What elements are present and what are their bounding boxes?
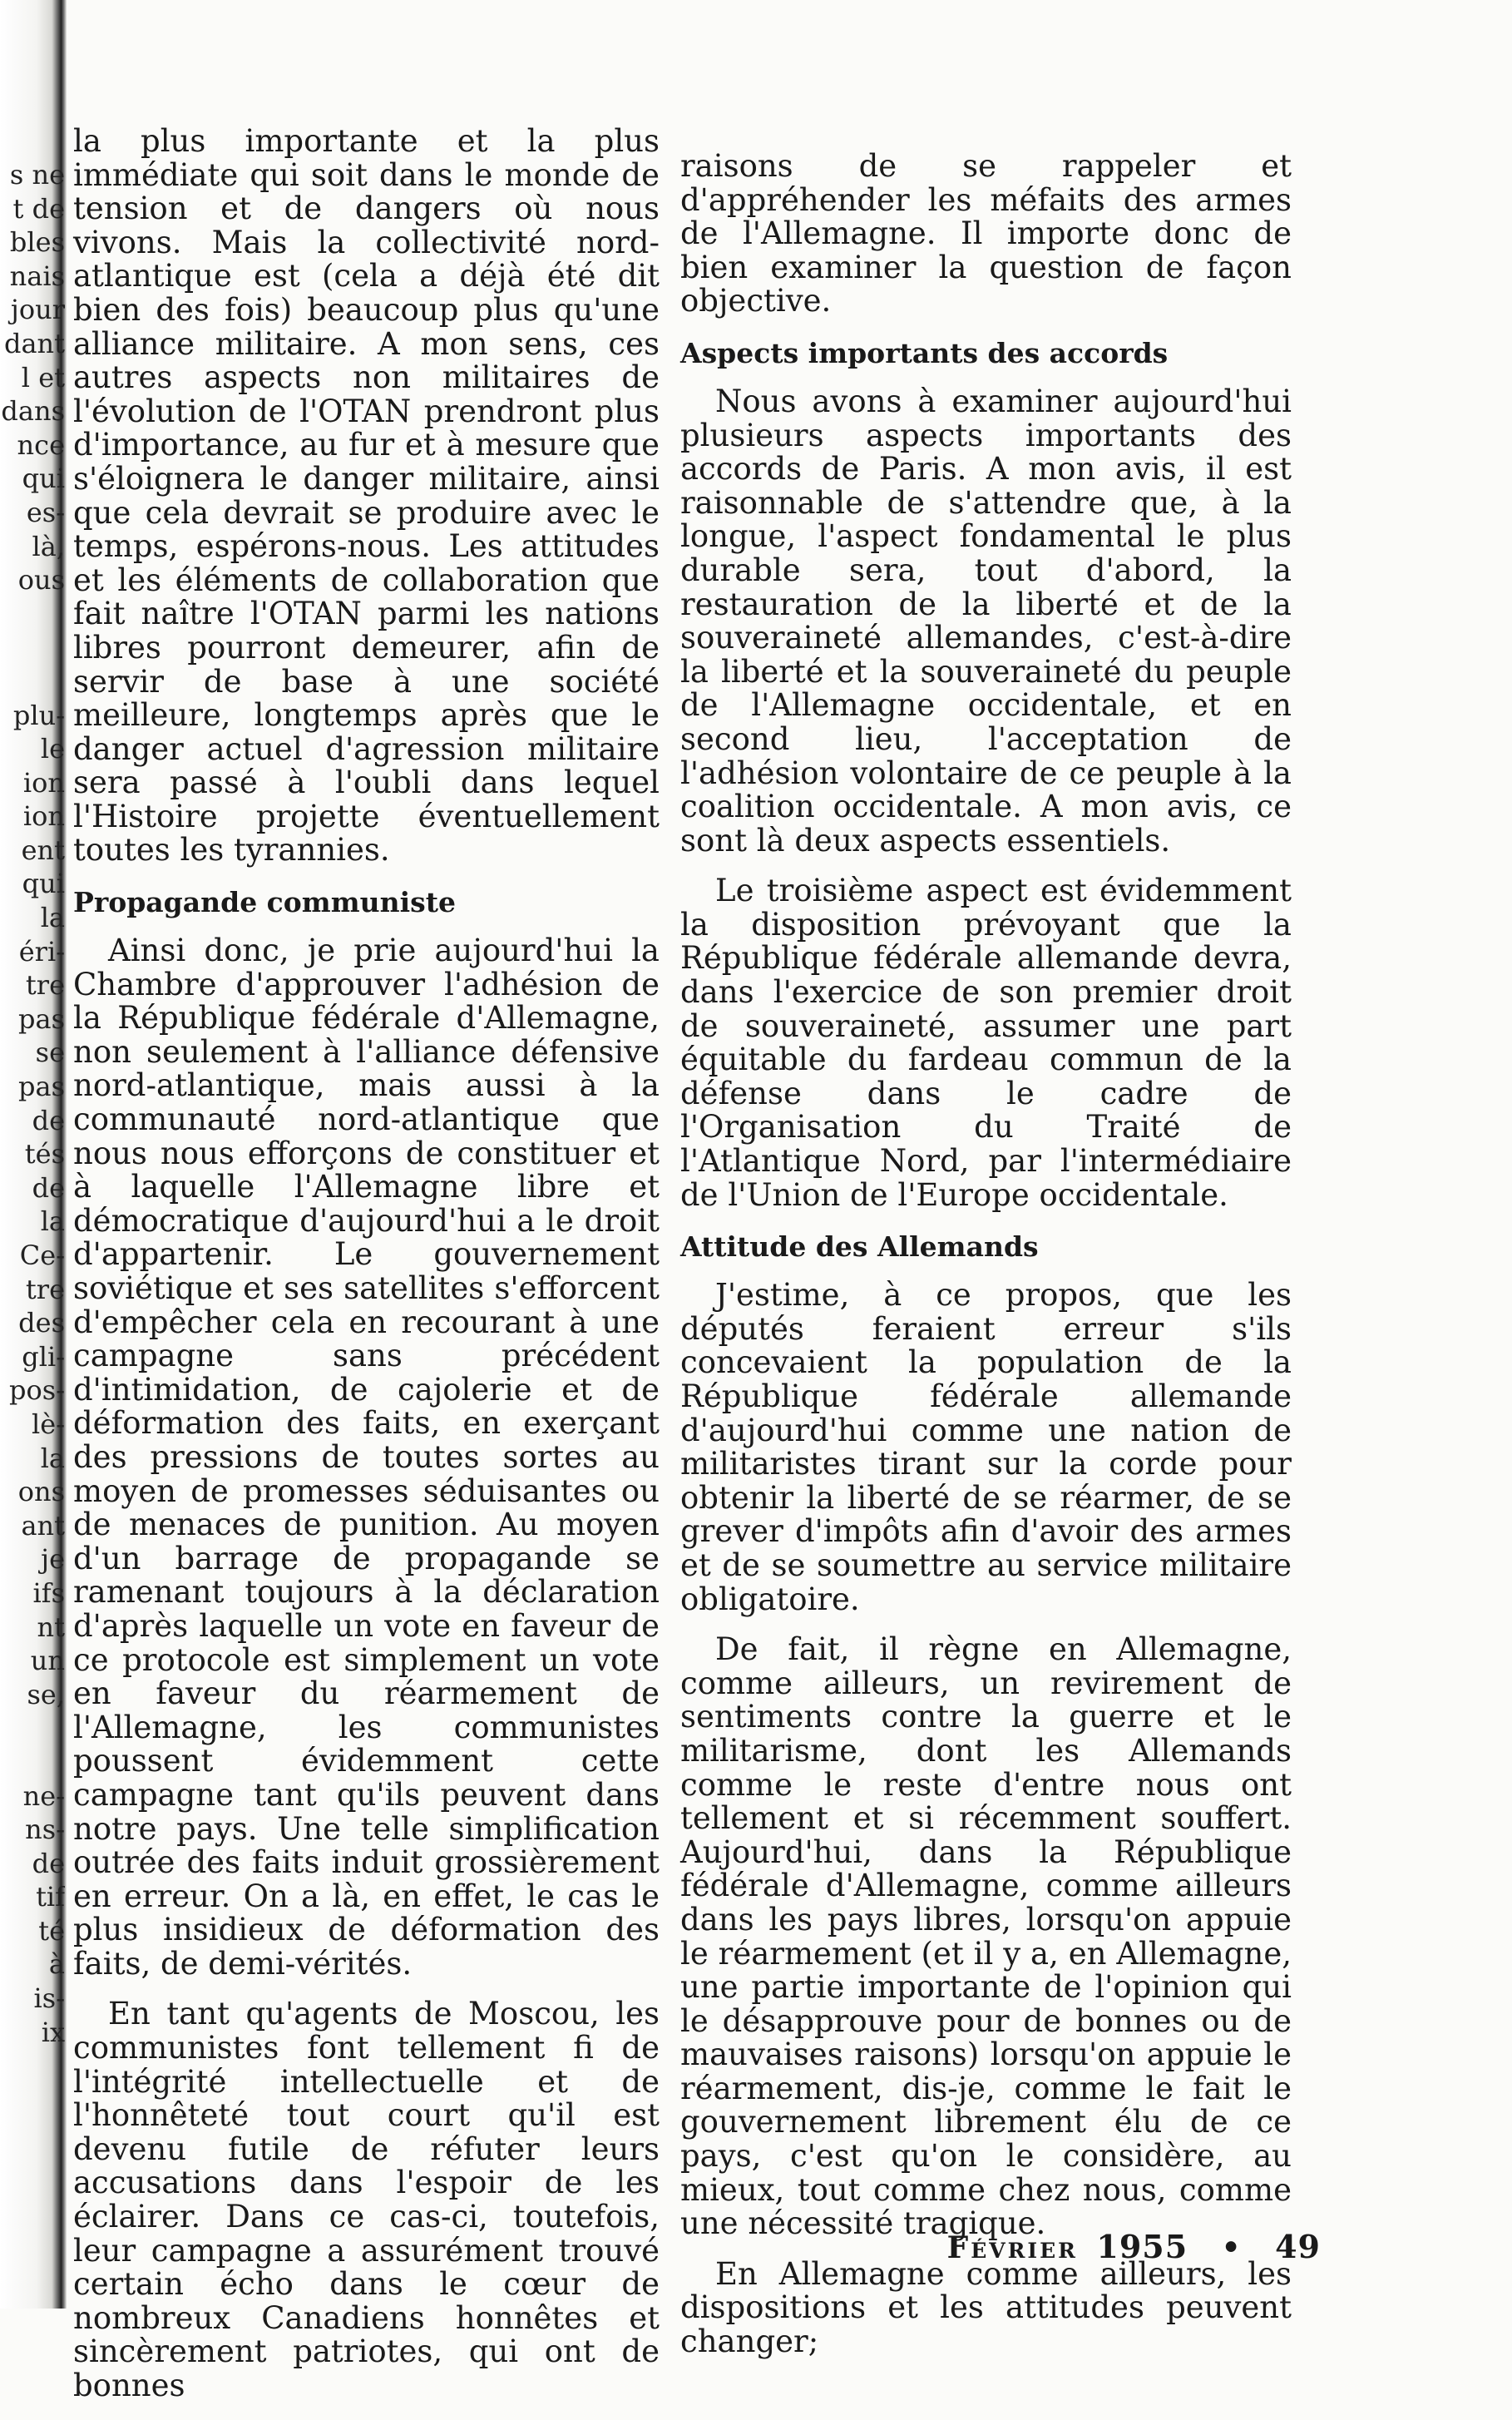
paragraph: la plus importante et la plus immédiate qui soit dans le monde de tension et de dangers où nous vivons. Mais la collectivité nord-atlantique est (cela a déjà été dit bien des fois) beaucoup plus qu'une alliance militaire. A mon sens, ces autres aspects non militaires de l'évolution de l'OTAN prendront plus d'importance, au fur et à mesure que s'éloignera le danger militaire, ainsi que cela devrait se produire avec le temps, espérons-nous. Les attitudes et les éléments de collaboration que fait naître l'OTAN parmi les nations libres pourront demeurer, afin de servir de base à une société meilleure, longtemps après que le danger actuel d'agression militaire sera passé à l'oubli dans lequel l'Histoire projette éventuellement toutes les tyrannies. (73, 123, 660, 869)
page-number: 49 (1275, 2228, 1321, 2265)
paragraph: En tant qu'agents de Moscou, les communistes font tellement fi de l'intégrité intellectuelle et de l'honnêteté tout court qu'il est devenu futile de réfuter leurs accusations dans l'espoir de les éclairer. Dans ce cas-ci, toutefois, leur campagne a assurément trouvé certain écho dans le cœur de nombreux Canadiens honnêtes et sincèrement patriotes, qui ont de bonnes (73, 1996, 660, 2403)
paragraph: J'estime, à ce propos, que les députés feraient erreur s'ils concevaient la population de la République fédérale allemande d'aujourd'hui comme une nation de militaristes tirant sur la corde pour obtenir la liberté de se réarmer, de se grever d'impôts afin d'avoir des armes et de se soumettre au service militaire obligatoire. (680, 1277, 1292, 1617)
left-column (73, 125, 660, 2420)
paragraph: De fait, il règne en Allemagne, comme ailleurs, un revirement de sentiments contre la guerre et le militarisme, dont les Allemands comme le reste d'entre nous ont tellement et si récemment souffert. Aujourd'hui, dans la République fédérale d'Allemagne, comme ailleurs dans les pays libres, lorsqu'on appuie le réarmement (et il y a, en Allemagne, une partie importante de l'opinion qui le désapprouve pour de bonnes ou de mauvaises raisons) lorsqu'on appuie le réarmement, dis-je, comme le fait le gouvernement librement élu de ce pays, c'est qu'on le considère, au mieux, tout comme chez nous, comme une nécessité tragique. (680, 1631, 1292, 2242)
page-footer (947, 2228, 1321, 2265)
paragraph: Nous avons à examiner aujourd'hui plusieurs aspects importants des accords de Paris. A mon avis, il est raisonnable de s'attendre que, à la longue, l'aspect fondamental le plus durable sera, tout d'abord, la restauration de la liberté et de la souveraineté allemandes, c'est-à-dire la liberté et la souveraineté du peuple de l'Allemagne occidentale, et en second lieu, l'acceptation de l'adhésion volontaire de ce peuple à la coalition occidentale. A mon avis, ce sont là deux aspects essentiels. (680, 383, 1292, 859)
footer-separator: • (1221, 2230, 1242, 2265)
paragraph: raisons de se rappeler et d'appréhender les méfaits des armes de l'Allemagne. Il importe donc de bien examiner la question de façon objective. (680, 148, 1292, 319)
adjacent-page-bleed-text: s ne t de bles nais jour dant l et dans nce qui es- là, ous plu- le ion ion ent qui la éri- tre pas se pas de tés de la Ce- tre des gli- pos- lè- la ons ant je ifs nt un se, ne- ns- de tif té à is- ix (1, 159, 65, 2048)
footer-month: Février (946, 2230, 1078, 2265)
right-column (680, 150, 1292, 2376)
section-heading: Propagande communiste (73, 886, 456, 919)
section-heading: Aspects importants des accords (680, 336, 1169, 369)
footer-year: 1955 (1096, 2228, 1188, 2265)
paragraph: En Allemagne comme ailleurs, les dispositions et les attitudes peuvent changer; (680, 2255, 1292, 2360)
paragraph: Ainsi donc, je prie aujourd'hui la Chambre d'approuver l'adhésion de la République fédérale d'Allemagne, non seulement à l'alliance défensive nord-atlantique, mais aussi à la communauté nord-atlantique que nous nous efforçons de constituer et à laquelle l'Allemagne libre et démocratique d'aujourd'hui a le droit d'appartenir. Le gouvernement soviétique et ses satellites s'efforcent d'empêcher cela en recourant à une campagne sans précédent d'intimidation, de cajolerie et de déformation des faits, en exerçant des pressions de toutes sortes au moyen de promesses séduisantes ou de menaces de punition. Au moyen d'un barrage de propagande se ramenant toujours à la déclaration d'après laquelle un vote en faveur de ce protocole est simplement un vote en faveur du réarmement de l'Allemagne, les communistes poussent évidemment cette campagne tant qu'ils peuvent dans notre pays. Une telle simplification outrée des faits induit grossièrement en erreur. On a là, en effet, le cas le plus insidieux de déformation des faits, de demi-vérités. (73, 933, 660, 1982)
section-heading: Attitude des Allemands (680, 1230, 1039, 1264)
paragraph: Le troisième aspect est évidemment la disposition prévoyant que la République fédérale allemande devra, dans l'exercice de son premier droit de souveraineté, assumer une part équitable du fardeau commun de la défense dans le cadre de l'Organisation du Traité de l'Atlantique Nord, par l'intermédiaire de l'Union de l'Europe occidentale. (680, 873, 1292, 1213)
